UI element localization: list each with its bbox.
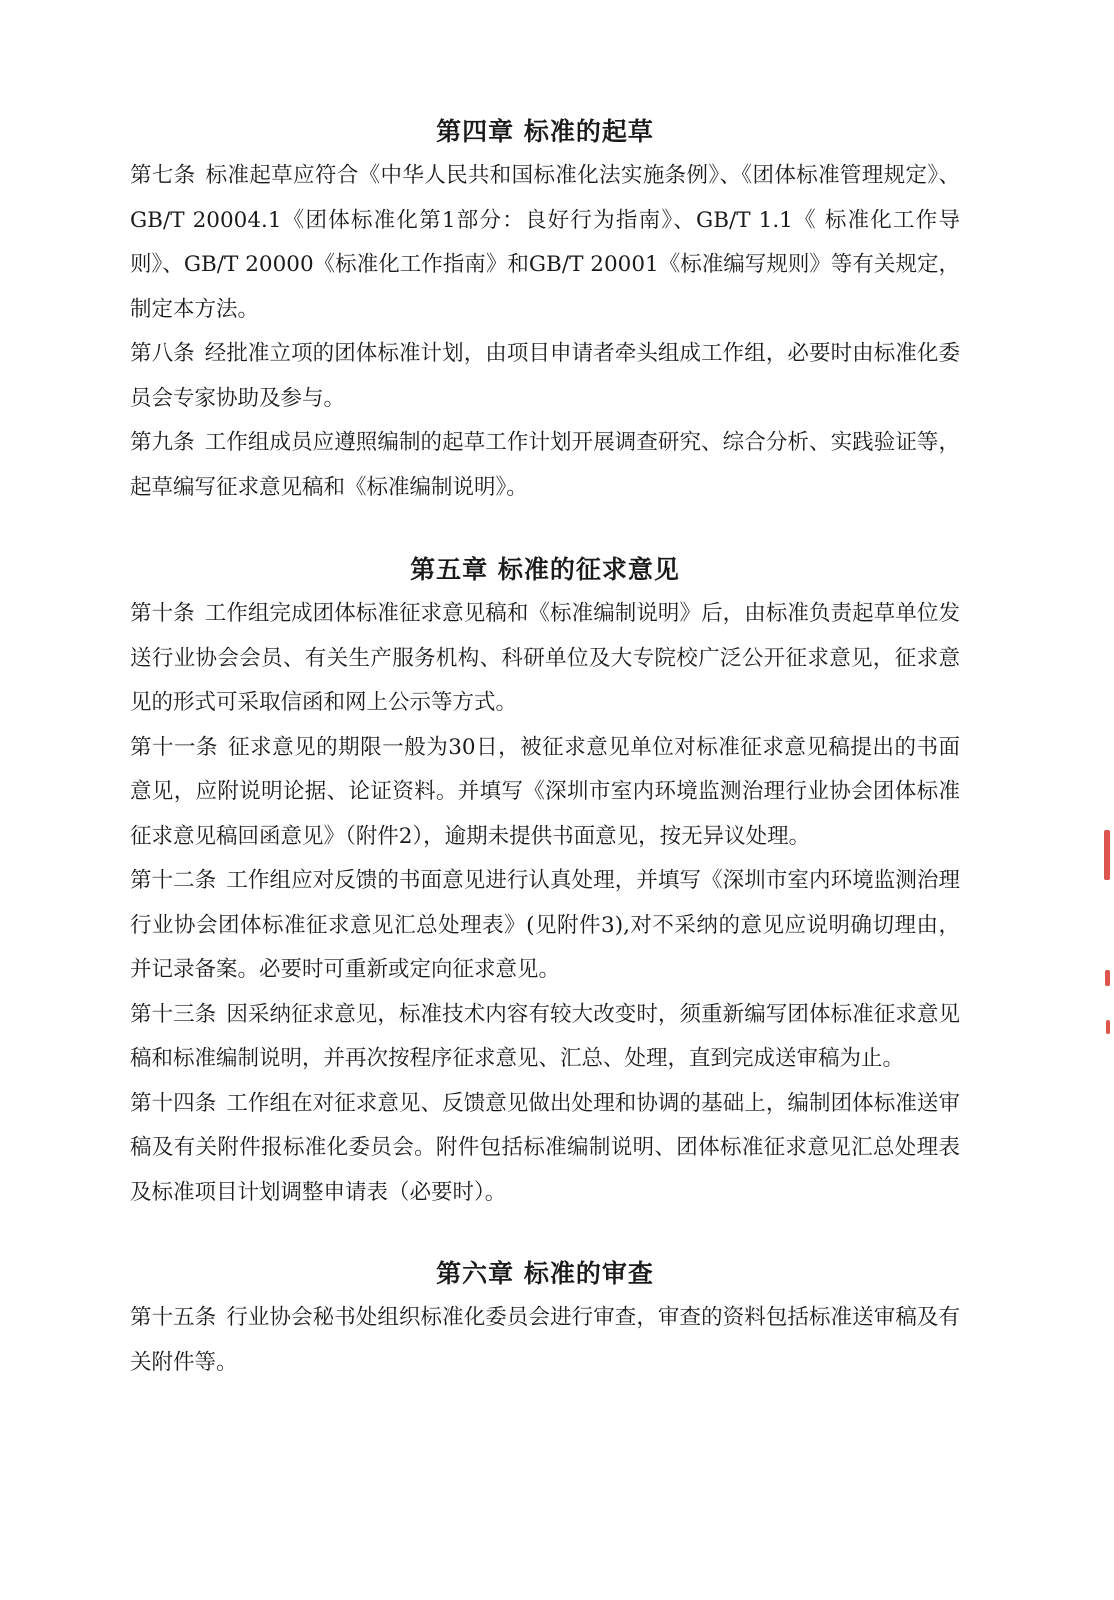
article-13	[130, 993, 960, 1082]
article-15	[130, 1296, 960, 1385]
article-text: 工作组在对征求意见、反馈意见做出处理和协调的基础上，编制团体标准送审稿及有关附件报标准化委员会。附件包括标准编制说明、团体标准征求意见汇总处理表及标准项目计划调整申请表（必要时）。	[130, 1090, 960, 1205]
article-7	[130, 154, 960, 332]
article-text: 征求意见的期限一般为30日，被征求意见单位对标准征求意见稿提出的书面意见，应附说明论据、论证资料。并填写《深圳市室内环境监测治理行业协会团体标准征求意见稿回函意见》（附件2），逾期未提供书面意见，按无异议处理。	[130, 734, 960, 849]
article-10	[130, 592, 960, 726]
article-text: 因采纳征求意见，标准技术内容有较大改变时，须重新编写团体标准征求意见稿和标准编制说明，并再次按程序征求意见、汇总、处理，直到完成送审稿为止。	[130, 1001, 960, 1071]
article-text: 标准起草应符合《中华人民共和国标准化法实施条例》、《团体标准管理规定》、GB/T 20004.1《团体标准化第1部分：良好行为指南》、GB/T 1.1《 标准化工作导则》、GB/T 20000《标准化工作指南》和GB/T 20001《标准编写规则》等有关规定，制定本方法。	[130, 163, 960, 322]
document-body	[130, 110, 960, 1385]
seal-mark	[1104, 830, 1110, 880]
article-number: 第十一条	[130, 734, 219, 760]
article-11	[130, 726, 960, 860]
article-text: 行业协会秘书处组织标准化委员会进行审查，审查的资料包括标准送审稿及有关附件等。	[130, 1305, 960, 1375]
article-number: 第十四条	[130, 1090, 217, 1116]
article-number: 第七条	[130, 163, 196, 188]
chapter-title: 第四章 标准的起草	[436, 117, 654, 146]
article-number: 第十条	[130, 601, 195, 626]
article-12	[130, 859, 960, 993]
article-text: 工作组应对反馈的书面意见进行认真处理，并填写《深圳市室内环境监测治理行业协会团体标准征求意见汇总处理表》(见附件3),对不采纳的意见应说明确切理由，并记录备案。必要时可重新或定向征求意见。	[130, 868, 960, 982]
article-number: 第十三条	[130, 1001, 217, 1027]
article-text: 工作组成员应遵照编制的起草工作计划开展调查研究、综合分析、实践验证等，起草编写征求意见稿和《标准编制说明》。	[130, 430, 960, 500]
article-8	[130, 332, 960, 421]
article-number: 第十五条	[130, 1305, 217, 1330]
article-14	[130, 1082, 960, 1216]
article-text: 工作组完成团体标准征求意见稿和《标准编制说明》后，由标准负责起草单位发送行业协会会员、有关生产服务机构、科研单位及大专院校广泛公开征求意见，征求意见的形式可采取信函和网上公示等方式。	[130, 601, 960, 715]
article-number: 第八条	[130, 341, 195, 366]
article-9	[130, 421, 960, 510]
seal-mark	[1106, 1020, 1110, 1034]
seal-mark	[1105, 970, 1110, 986]
chapter-title: 第六章 标准的审查	[436, 1259, 654, 1288]
article-number: 第十二条	[130, 868, 217, 893]
seal-edge-marks	[1100, 820, 1110, 1060]
article-text: 经批准立项的团体标准计划，由项目申请者牵头组成工作组，必要时由标准化委员会专家协助及参与。	[130, 341, 960, 411]
article-number: 第九条	[130, 430, 195, 455]
chapter-title: 第五章 标准的征求意见	[410, 555, 680, 584]
